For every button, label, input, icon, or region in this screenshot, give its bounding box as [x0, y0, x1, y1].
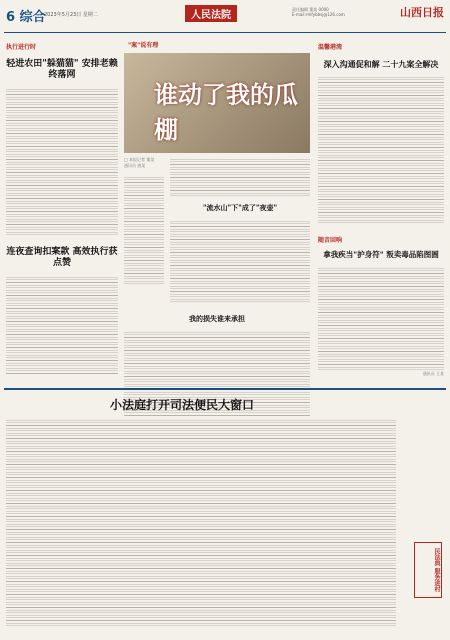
- header-rule: [4, 32, 446, 33]
- editor-line: 责任编辑 董某 0000: [292, 7, 329, 12]
- editor-info: [292, 7, 345, 17]
- bottom-article-body: [6, 418, 396, 628]
- right-article2-body: [318, 266, 444, 371]
- center-intro-body: [170, 157, 310, 197]
- bottom-rule: [4, 388, 446, 390]
- center-headline: 谁动了我的瓜棚: [154, 80, 298, 144]
- right-article-title: 深入沟通促和解 二十九案全解决: [323, 59, 439, 69]
- left-article2-title: 连夜查询扣案款 高效执行获点赞: [6, 247, 118, 268]
- center-main: [170, 157, 310, 304]
- left-section-title: 执行进行时: [6, 44, 37, 51]
- center-main-body: [170, 219, 310, 304]
- left-article-body: [6, 87, 118, 237]
- right-article2-title: 拿我疾当"护身符" 叛卖毒品陷图圄: [323, 250, 439, 259]
- left-column: [6, 42, 118, 375]
- bottom-headline: 小法庭打开司法便民大窗口: [110, 398, 255, 412]
- center-caption-left: □ 本报记者 董某: [124, 157, 155, 162]
- center-sidebar: [124, 157, 164, 304]
- right-author: 通讯员 王某: [422, 371, 444, 376]
- region-logo: 山西日报: [400, 6, 444, 19]
- center-bottom-title: 我的损失谁来承担: [189, 314, 245, 323]
- email-line: E-mail:rmfybbsj@126.com: [292, 12, 345, 17]
- left-article-title: 轻进农田"躲猫猫" 安排老赖终落网: [6, 59, 118, 80]
- masthead: 人民法院: [185, 5, 237, 22]
- feature-photo: [124, 53, 310, 153]
- center-pull-title: "流水山"下"成了"夜壶": [202, 203, 278, 212]
- center-caption-right: 通讯员 唐某: [124, 163, 146, 168]
- civil-code-stamp: 民法典 服务进村: [414, 542, 442, 598]
- issue-date: 2023年5月23日 星期二: [44, 12, 98, 18]
- page-number: 6 综合: [6, 10, 46, 25]
- right-section-title: 温馨港湾: [318, 44, 343, 51]
- center-section-title: "案"说有理: [128, 42, 159, 49]
- right-article-body: [318, 75, 444, 225]
- right-column: [318, 42, 444, 377]
- center-sidebar-body: [124, 175, 164, 285]
- page-header: [0, 0, 450, 34]
- left-article2-body: [6, 275, 118, 375]
- right-section2-title: 随音回响: [318, 237, 343, 244]
- center-column: [124, 40, 310, 440]
